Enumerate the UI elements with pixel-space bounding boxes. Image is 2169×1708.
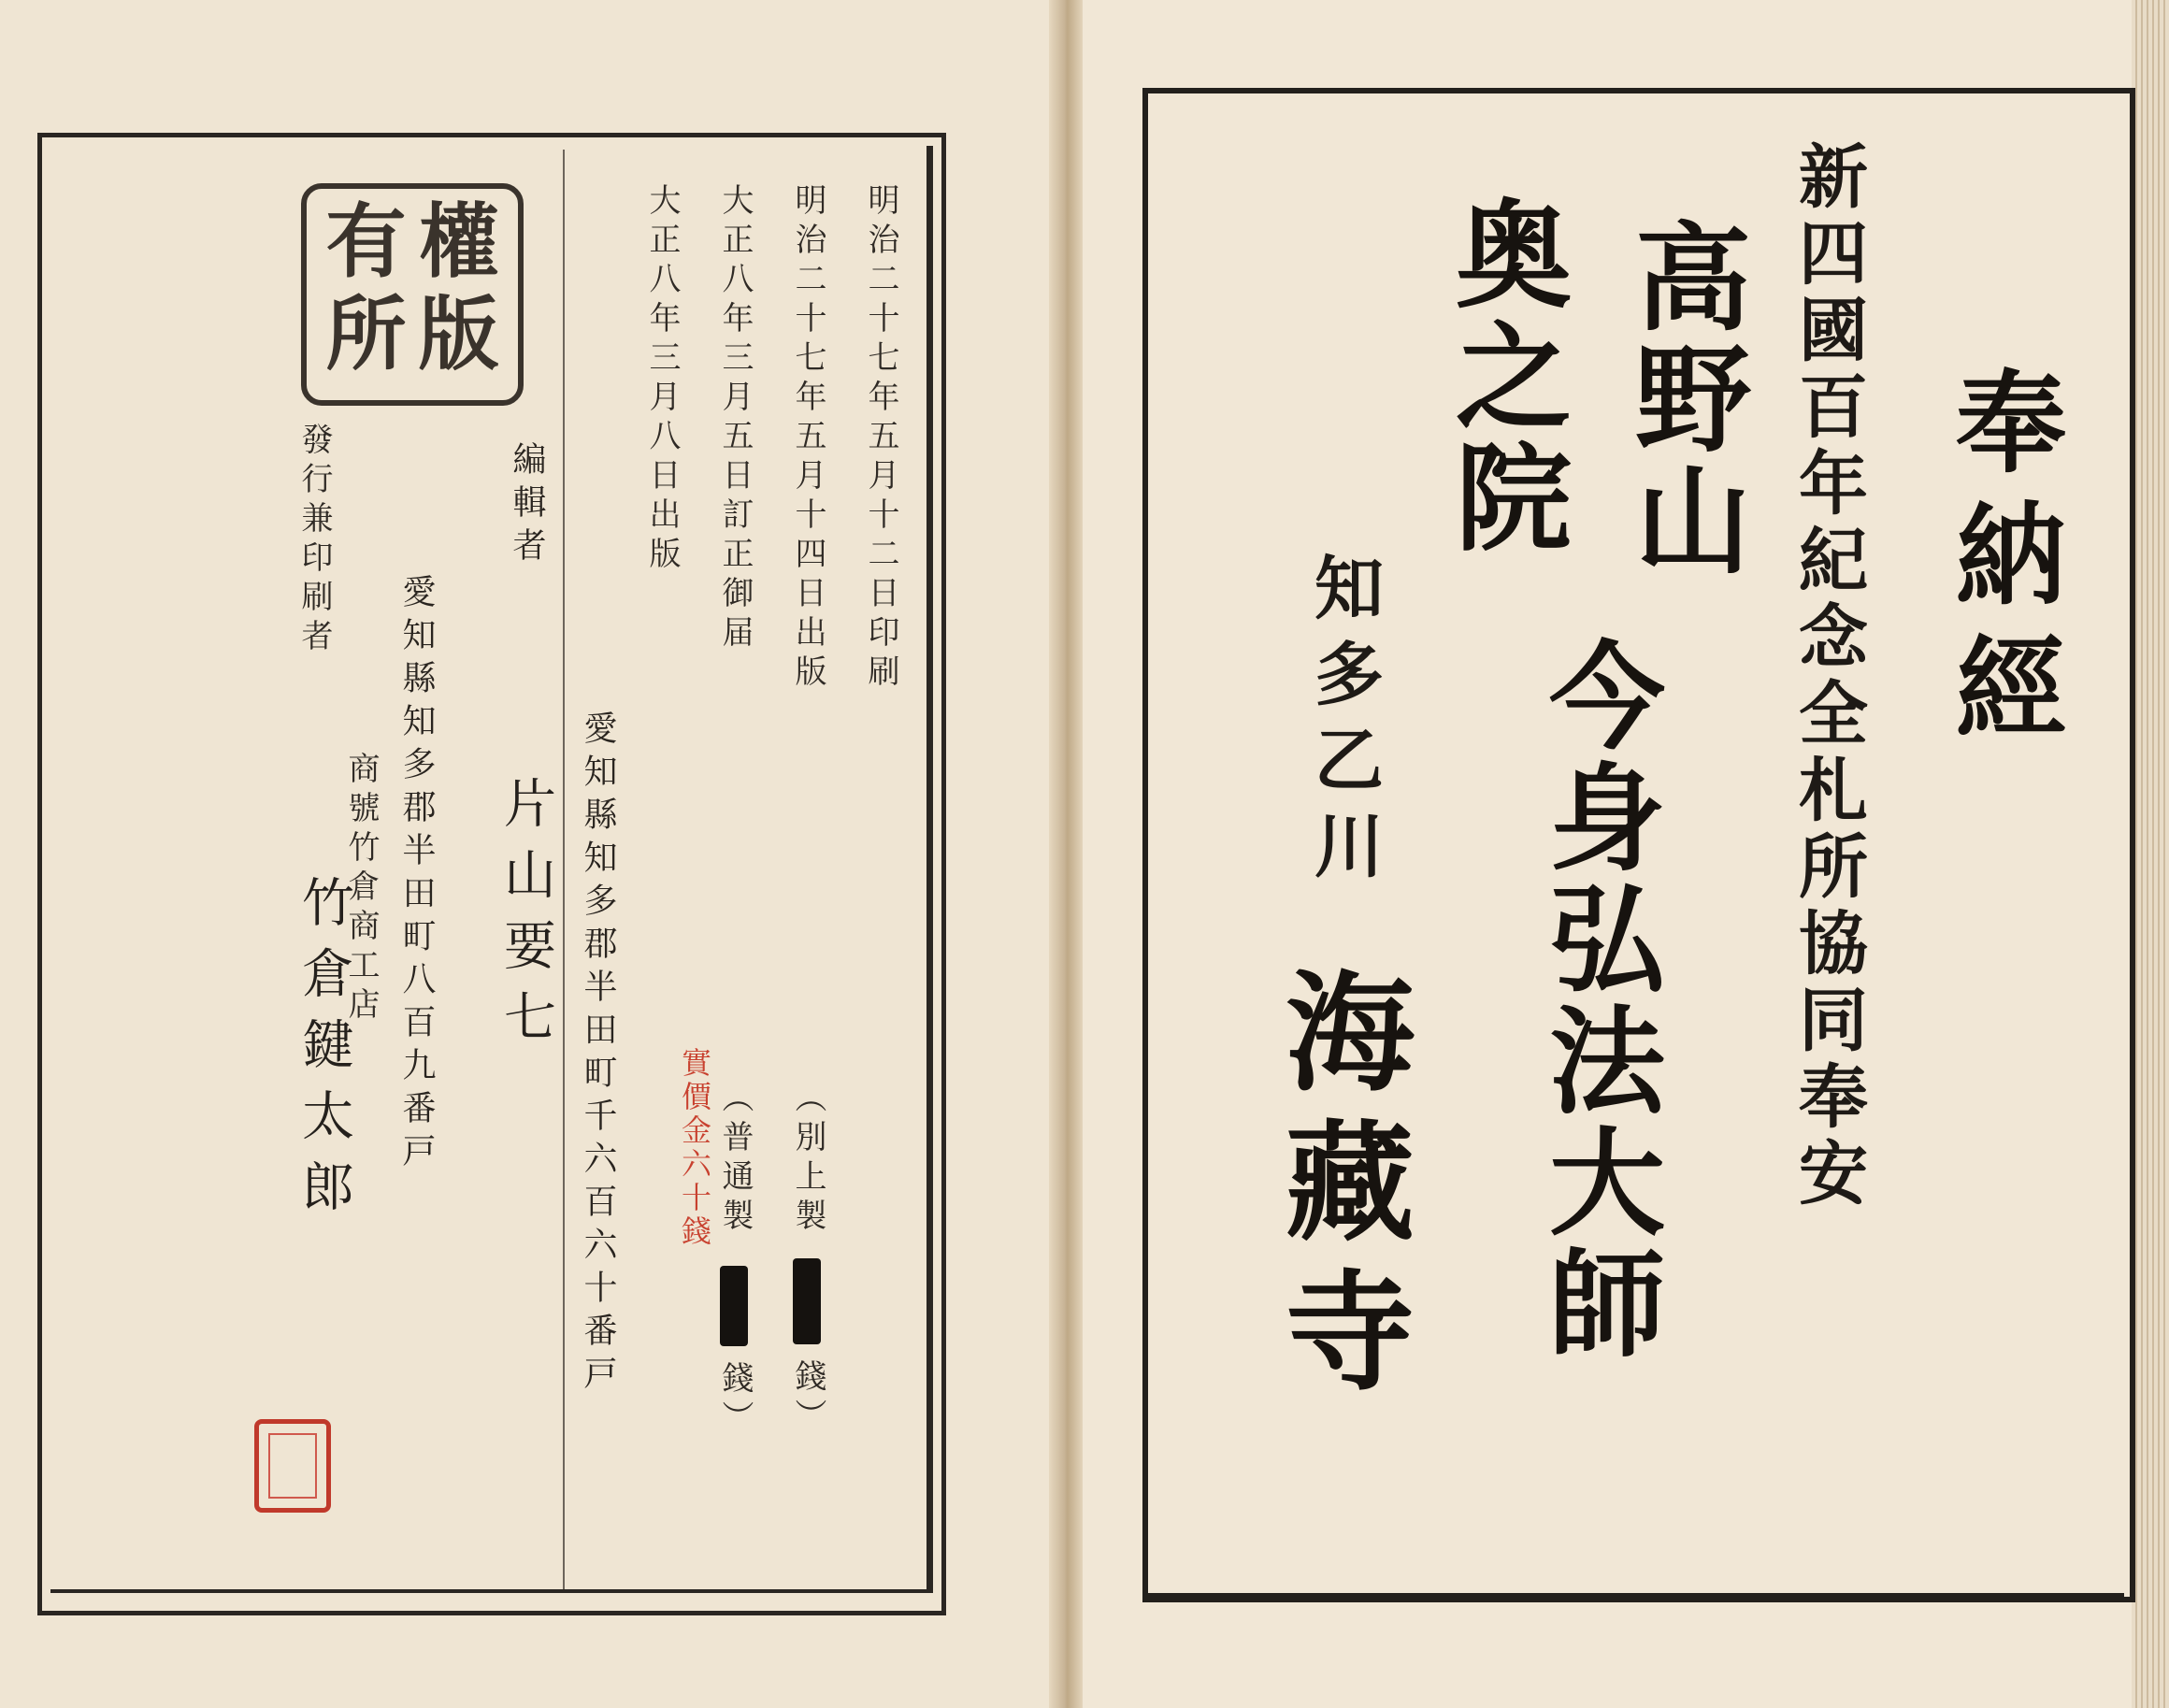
publisher-label: 發行兼印刷者 <box>295 423 333 658</box>
copyright-seal <box>301 183 524 406</box>
publisher-name: 竹倉鍵太郎 <box>294 875 354 1230</box>
revision-date: 大正八年三月五日訂正御届 <box>716 183 754 654</box>
publish-date: 明治二十七年五月十四日出版 <box>789 183 826 694</box>
price-unit-regular: 錢） <box>716 1361 754 1440</box>
page-edge <box>2132 0 2169 1708</box>
print-date: 明治二十七年五月十二日印刷 <box>862 183 899 694</box>
price-redaction <box>720 1266 748 1346</box>
price-regular: （普通製 <box>716 1081 754 1238</box>
seal-char: 有 <box>325 194 407 289</box>
colophon-divider <box>563 150 565 1589</box>
heading-hounou-kyou: 奉納經 <box>1937 365 2067 763</box>
price-unit-special: 錢） <box>789 1359 826 1438</box>
editor-address: 愛知縣知多郡半田町千六百六十番戸 <box>579 710 617 1399</box>
seal-char: 所 <box>325 287 407 381</box>
title-okunoin: 奥之院 <box>1436 194 1572 559</box>
title-koyasan: 高野山 <box>1616 217 1751 581</box>
price-stamp: 實價金六十錢 <box>677 1047 712 1249</box>
title-kobo-daishi: 今身弘法大師 <box>1530 636 1665 1365</box>
title-frame-bottom <box>1142 1593 2124 1599</box>
temple-kaizoji: 海藏寺 <box>1264 965 1416 1414</box>
price-redaction <box>793 1258 821 1344</box>
price-special: （別上製 <box>789 1081 826 1238</box>
seal-char: 版 <box>418 287 499 381</box>
publisher-shop: 商號竹倉商工店 <box>342 752 380 1026</box>
publisher-address: 愛知縣知多郡半田町八百九番戸 <box>397 574 436 1176</box>
editor-label: 編輯者 <box>508 441 546 570</box>
place-chita-otsukawa: 知多乙川 <box>1303 552 1384 896</box>
subtitle-commemoration: 新四國百年紀念全札所協同奉安 <box>1788 140 1868 1213</box>
seal-char: 權 <box>418 194 499 289</box>
book-gutter <box>1049 0 1083 1708</box>
publisher-seal <box>254 1419 331 1513</box>
republish-date: 大正八年三月八日出版 <box>643 183 681 576</box>
editor-name: 片山要七 <box>496 776 556 1060</box>
